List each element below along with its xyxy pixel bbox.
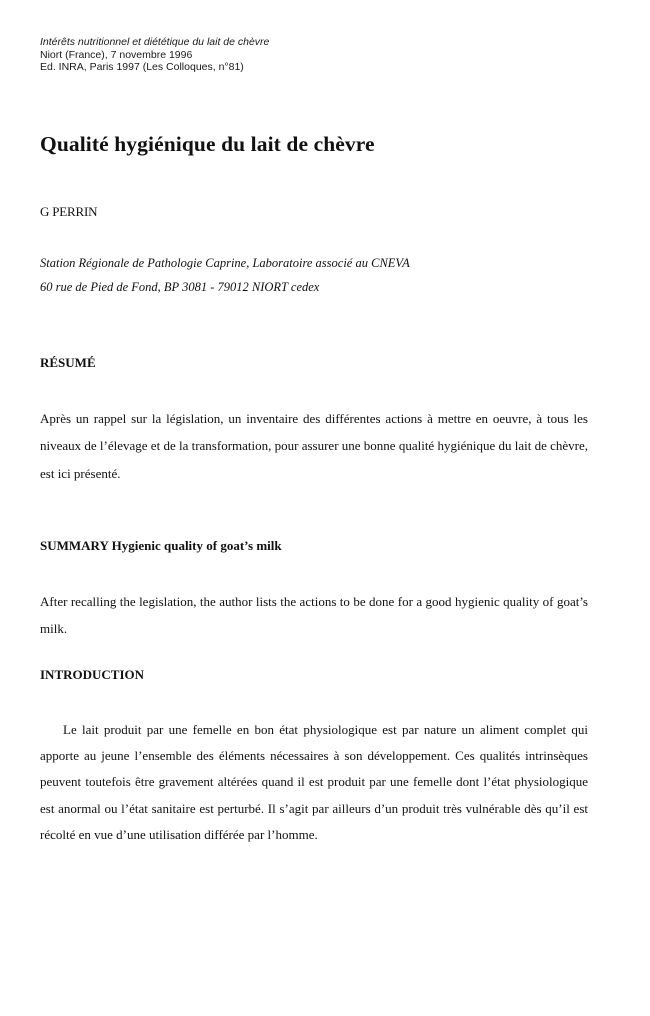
proceedings-title: Intérêts nutritionnel et diététique du lait de chèvre (40, 36, 270, 48)
summary-paragraph: After recalling the legislation, the author lists the actions to be done for a good hygienic quality of goat’s milk. (40, 594, 588, 636)
affiliation-institution: Station Régionale de Pathologie Caprine, Laboratoire associé au CNEVA (40, 256, 410, 270)
proceedings-location-date: Niort (France), 7 novembre 1996 (40, 48, 193, 61)
proceedings-header (40, 36, 269, 74)
resume-paragraph: Après un rappel sur la législation, un inventaire des différentes actions à mettre en oeuvre, à tous les niveaux de l’élevage et de la transformation, pour assurer une bonne qualité hygiénique du lait de chèvre, est ici présenté. (40, 411, 588, 481)
affiliation-address: 60 rue de Pied de Fond, BP 3081 - 79012 NIORT cedex (40, 280, 320, 294)
article-title: Qualité hygiénique du lait de chèvre (40, 132, 375, 156)
resume-heading: RÉSUMÉ (40, 355, 96, 370)
author: G PERRIN (40, 204, 98, 219)
proceedings-publisher: Ed. INRA, Paris 1997 (Les Colloques, n°81) (40, 61, 244, 73)
introduction-heading: INTRODUCTION (40, 667, 145, 682)
summary-heading: SUMMARY Hygienic quality of goat’s milk (40, 538, 282, 553)
introduction-paragraph: Le lait produit par une femelle en bon état physiologique est par nature un aliment complet qui apporte au jeune l’ensemble des éléments nécessaires à son développement. Ces qualités intrinsèques peuvent toutefois être gravement altérées quand il est produit par une femelle dont l’état physiologique est anormal ou l’état sanitaire est perturbé. Il s’agit par ailleurs d’un produit très vulnérable dès qu’il est récolté en vue d’une utilisation différée par l’homme. (40, 722, 588, 842)
